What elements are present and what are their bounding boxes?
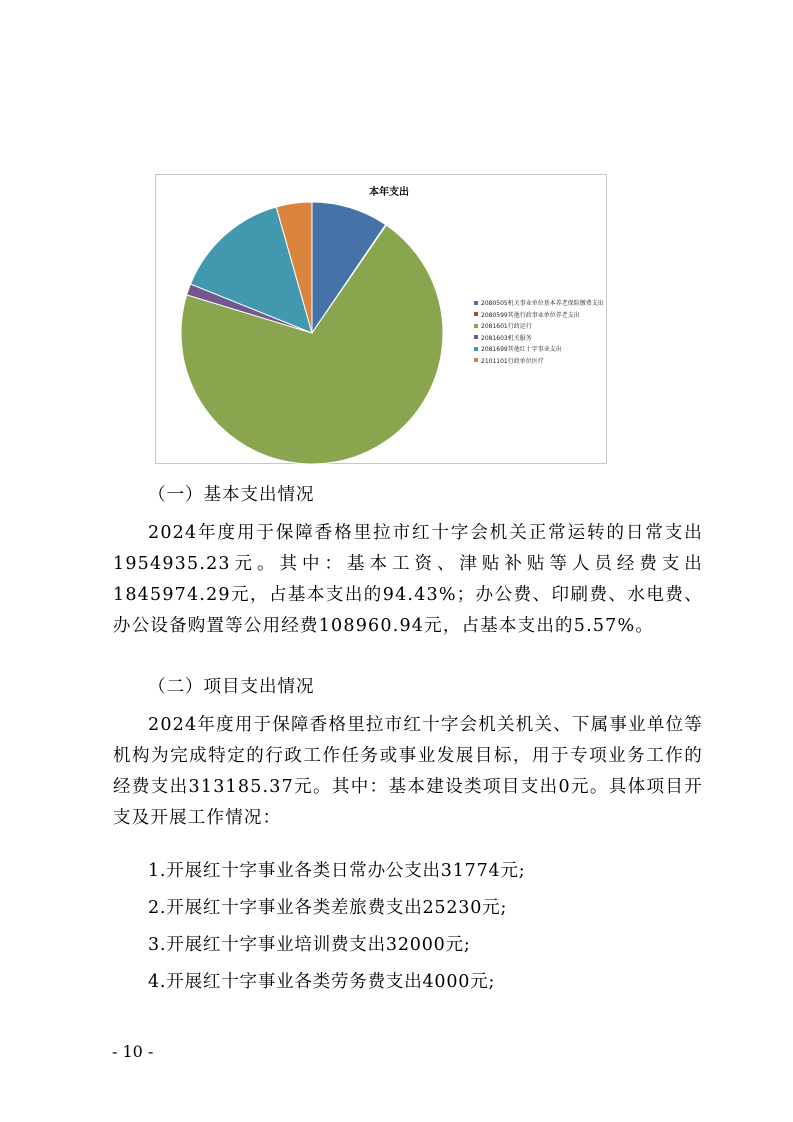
chart-title: 本年支出 [369, 187, 409, 198]
list-item: 1.开展红十字事业各类日常办公支出31774元; [148, 861, 526, 881]
chart-legend [474, 297, 608, 366]
legend-label: 2101101行政单位医疗 [481, 357, 544, 365]
legend-entry [474, 343, 608, 355]
pie-chart [155, 174, 607, 464]
legend-swatch [474, 358, 478, 362]
legend-swatch [474, 347, 478, 351]
legend-swatch [474, 324, 478, 328]
legend-label: 2080599其他行政事业单位养老支出 [481, 311, 580, 319]
page-number: - 10 - [112, 1042, 154, 1061]
list-item: 4.开展红十字事业各类劳务费支出4000元; [148, 972, 496, 992]
list-item: 2.开展红十字事业各类差旅费支出25230元; [148, 898, 508, 918]
legend-swatch [474, 301, 478, 305]
legend-label: 2080505机关事业单位基本养老保险缴费支出 [481, 300, 604, 308]
legend-label: 2081699其他红十字事业支出 [481, 346, 562, 354]
list-item: 3.开展红十字事业培训费支出32000元; [148, 935, 471, 955]
legend-entry [474, 355, 608, 367]
legend-swatch [474, 335, 478, 339]
legend-entry [474, 332, 608, 344]
legend-swatch [474, 312, 478, 316]
section-heading-project: （二）项目支出情况 [148, 677, 315, 697]
paragraph-basic: 2024年度用于保障香格里拉市红十字会机关正常运转的日常支出1954935.23元。其中：基本工资、津贴补贴等人员经费支出1845974.29元，占基本支出的94.43%；办公费、印刷费、水电费、办公设备购置等公用经费108960.94元，占基本支出的5.57%。 [113, 523, 703, 636]
section-heading-basic: （一）基本支出情况 [148, 485, 315, 505]
legend-entry [474, 297, 608, 309]
paragraph-project: 2024年度用于保障香格里拉市红十字会机关机关、下属事业单位等机构为完成特定的行政工作任务或事业发展目标，用于专项业务工作的经费支出313185.37元。其中：基本建设类项目支出0元。具体项目开支及开展工作情况： [113, 715, 703, 828]
legend-entry [474, 320, 608, 332]
legend-entry [474, 309, 608, 321]
legend-label: 2081601行政运行 [481, 323, 532, 331]
legend-label: 2081603机关服务 [481, 334, 532, 342]
